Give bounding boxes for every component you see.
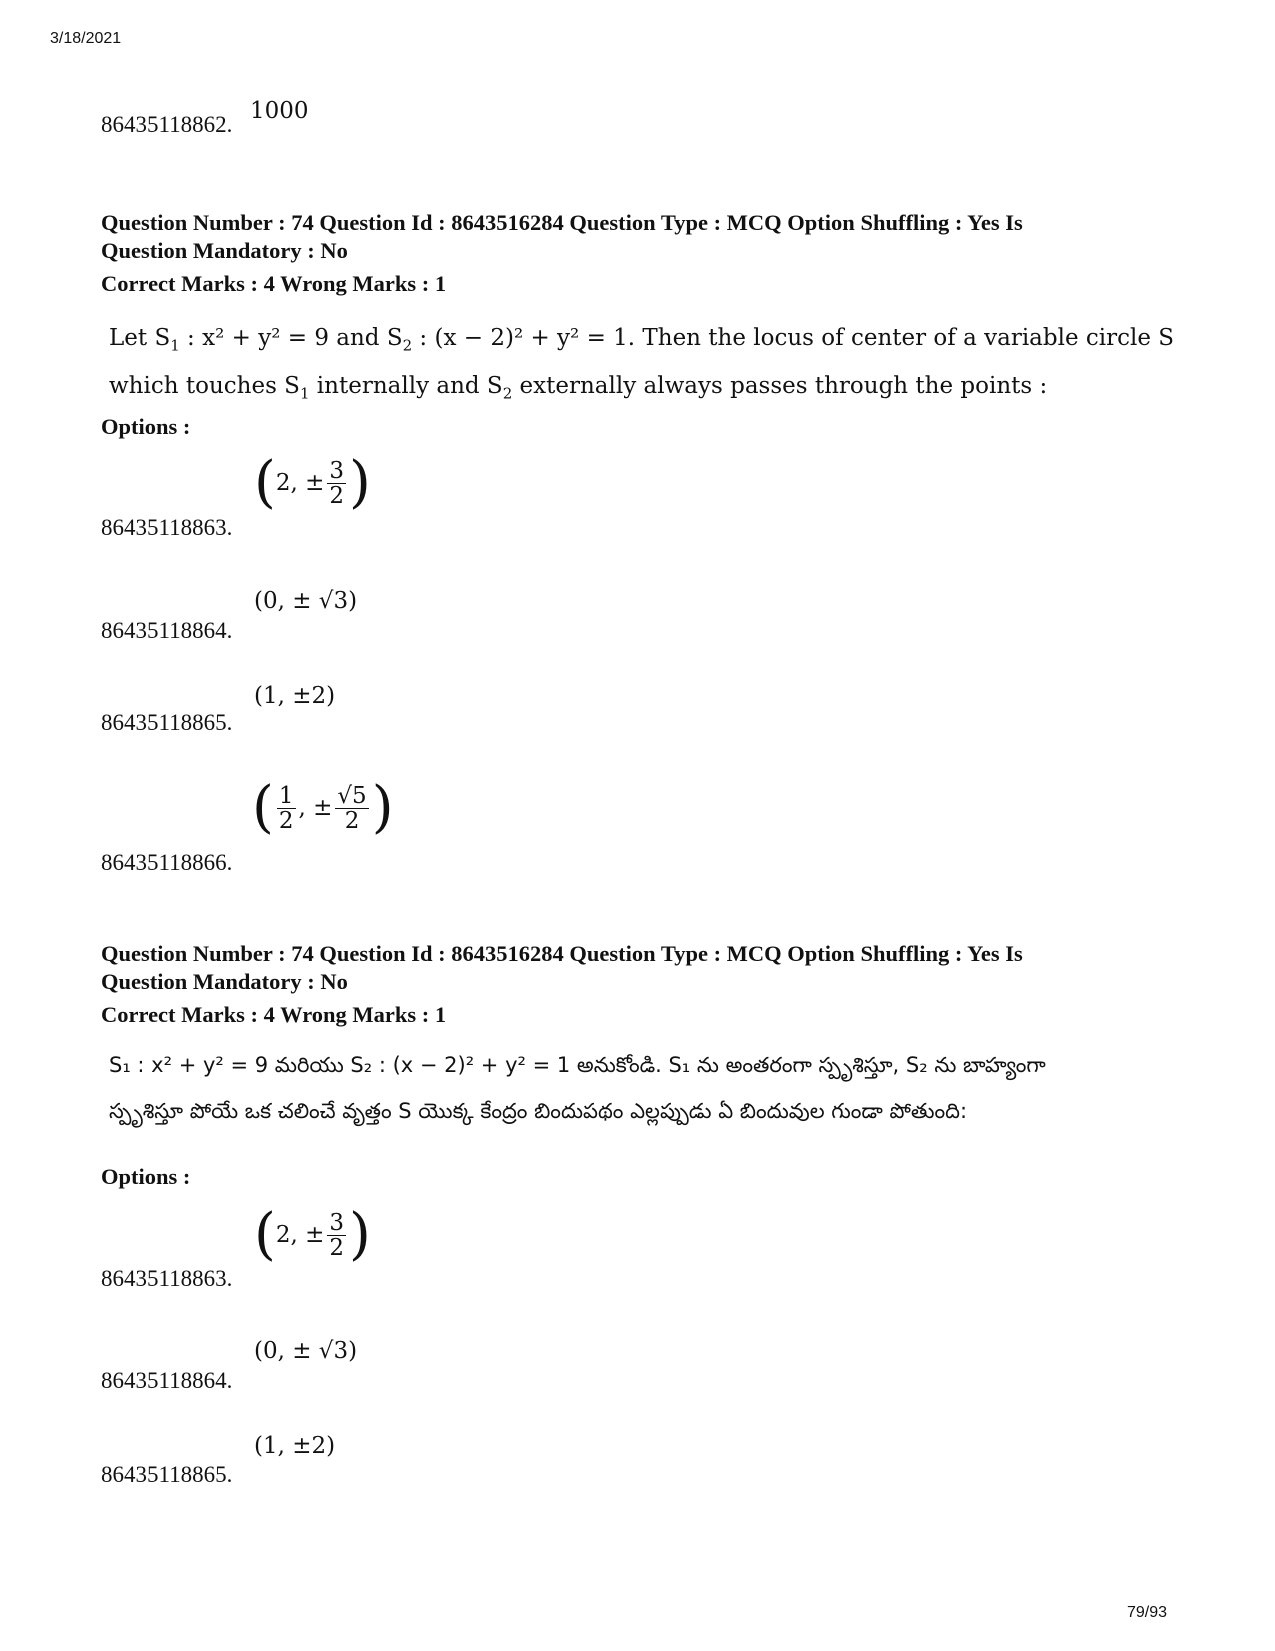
question-text-telugu: S₁ : x² + y² = 9 మరియు S₂ : (x − 2)² + y² = 1 అనుకోండి. S₁ ను అంతరంగా స్పృశిస్తూ, S₂ ను బాహ్యంగా స్పృశిస్తూ పోయే ఒక చలించే వృత్తం S యొక్క కేంద్రం బిందుపథం ఎల్లప్పుడు ఏ బిందువుల గుండా పోతుంది: <box>109 1053 1046 1123</box>
options-label: Options : <box>101 414 191 439</box>
option-expression: (0, ± √3) <box>254 1338 358 1364</box>
question-text: Let $S_1$ : x² + y² = 9 and $S_2$ : (x − 2)² + y² = 1. Then the locus of center of a variable circle S which touches $S_1$ internally and $S_2$ externally always passes through the points : <box>109 325 1175 403</box>
option-expression: (1, ±2) <box>254 683 336 709</box>
option-expression: (0, ± √3) <box>254 588 358 614</box>
option-expression: (1, ±2) <box>254 1433 336 1459</box>
option-id: 86435118864. <box>101 618 233 643</box>
page-number: 79/93 <box>1126 1604 1167 1621</box>
option-id: 86435118864. <box>101 1368 233 1393</box>
option-id: 86435118862. <box>101 112 233 137</box>
option-expression: ( $\frac{1}{2}$ , ± $\frac{√5}{2}$ ) <box>252 775 394 840</box>
question-marks: Correct Marks : 4 Wrong Marks : 1 <box>101 271 447 296</box>
option-expression: ( 2, ± $\frac{3}{2}$ ) <box>254 450 371 515</box>
option-expression: ( 2, ± $\frac{3}{2}$ ) <box>254 1202 371 1267</box>
option-id: 86435118863. <box>101 515 233 540</box>
option-value: 1000 <box>250 98 309 124</box>
question-heading: Question Number : 74 Question Id : 8643516284 Question Type : MCQ Option Shuffling : Yes Is Question Mandatory : No <box>101 941 1023 994</box>
question-heading: Question Number : 74 Question Id : 8643516284 Question Type : MCQ Option Shuffling : Yes Is Question Mandatory : No <box>101 210 1023 263</box>
option-id: 86435118863. <box>101 1266 233 1291</box>
options-label: Options : <box>101 1164 191 1189</box>
option-id: 86435118866. <box>101 850 233 875</box>
option-id: 86435118865. <box>101 710 233 735</box>
option-id: 86435118865. <box>101 1462 233 1487</box>
question-marks: Correct Marks : 4 Wrong Marks : 1 <box>101 1002 447 1027</box>
page-date: 3/18/2021 <box>50 30 122 47</box>
